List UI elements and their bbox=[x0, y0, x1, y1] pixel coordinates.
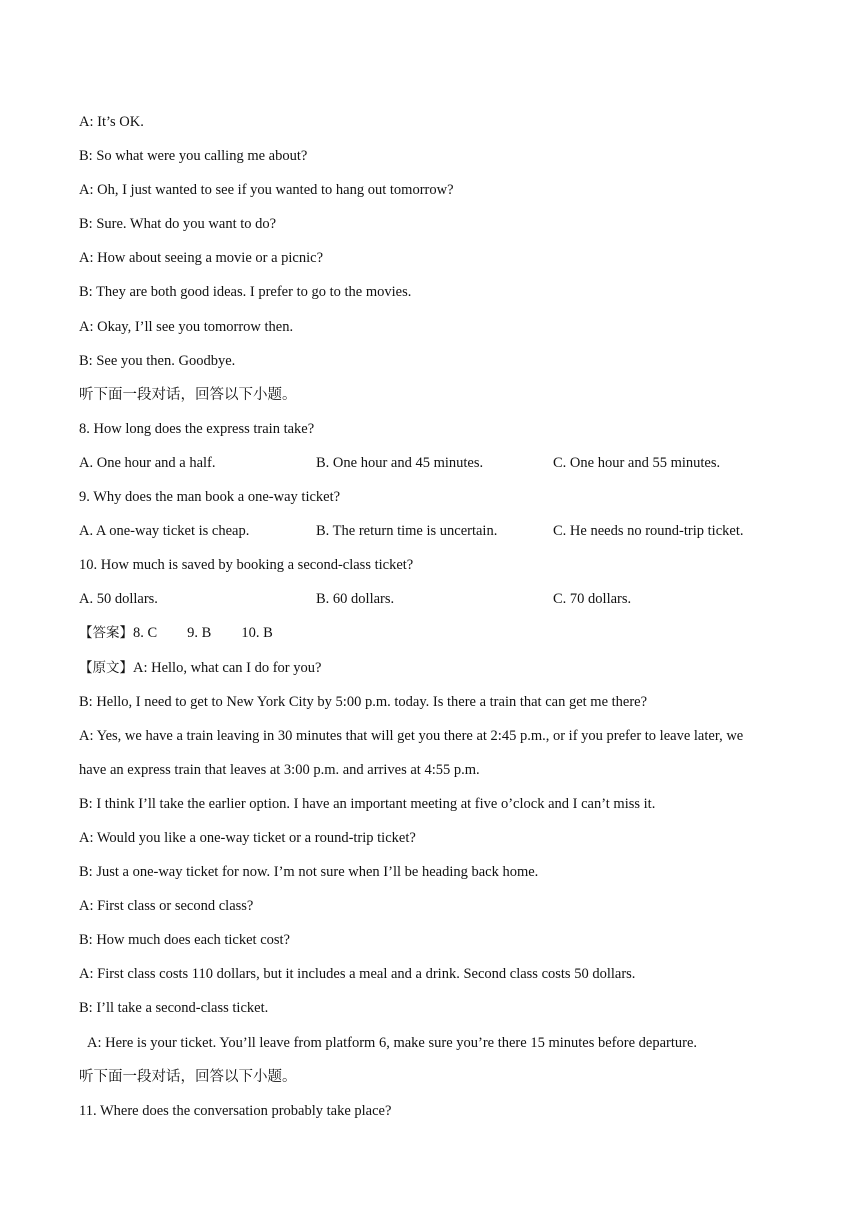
option-c: C. He needs no round-trip ticket. bbox=[553, 523, 744, 540]
question-options bbox=[79, 589, 799, 609]
dialogue-line: A: Oh, I just wanted to see if you wanted to hang out tomorrow? bbox=[79, 182, 454, 199]
question-stem: 11. Where does the conversation probably take place? bbox=[79, 1102, 392, 1119]
answer-item: 9. B bbox=[187, 625, 212, 642]
option-b: B. 60 dollars. bbox=[316, 591, 395, 608]
transcript-line: A: First class or second class? bbox=[79, 898, 254, 915]
answer-item: 8. C bbox=[133, 625, 158, 642]
option-a: A. One hour and a half. bbox=[79, 454, 216, 471]
transcript-line: A: Here is your ticket. You’ll leave from platform 6, make sure you’re there 15 minutes before departure. bbox=[87, 1034, 698, 1051]
transcript-line: A: First class costs 110 dollars, but it includes a meal and a drink. Second class costs 50 dollars. bbox=[79, 966, 636, 983]
option-b: B. The return time is uncertain. bbox=[316, 523, 498, 540]
answer-item: 10. B bbox=[241, 625, 273, 642]
transcript-line: B: Hello, I need to get to New York City by 5:00 p.m. today. Is there a train that can get me there? bbox=[79, 693, 648, 710]
section-instruction: 听下面一段对话，回答以下小题。 bbox=[79, 1068, 297, 1085]
option-c: C. One hour and 55 minutes. bbox=[553, 454, 721, 471]
question-stem: 8. How long does the express train take? bbox=[79, 420, 315, 437]
transcript-text: A: Hello, what can I do for you? bbox=[133, 659, 322, 676]
dialogue-line: A: How about seeing a movie or a picnic? bbox=[79, 250, 324, 267]
transcript-label: 【原文】 bbox=[79, 659, 133, 676]
option-b: B. One hour and 45 minutes. bbox=[316, 454, 484, 471]
dialogue-line: B: Sure. What do you want to do? bbox=[79, 216, 277, 233]
transcript-line: B: I’ll take a second-class ticket. bbox=[79, 1000, 269, 1017]
transcript-line: A: Would you like a one-way ticket or a round-trip ticket? bbox=[79, 829, 416, 846]
question-stem: 9. Why does the man book a one-way ticket? bbox=[79, 489, 341, 506]
transcript-line: B: I think I’ll take the earlier option. I have an important meeting at five o’clock and I can’t miss it. bbox=[79, 795, 656, 812]
dialogue-line: B: See you then. Goodbye. bbox=[79, 352, 236, 369]
page-content bbox=[79, 112, 799, 1135]
dialogue-line: A: Okay, I’ll see you tomorrow then. bbox=[79, 318, 294, 335]
transcript-line: B: Just a one-way ticket for now. I’m not sure when I’ll be heading back home. bbox=[79, 864, 539, 881]
dialogue-line: A: It’s OK. bbox=[79, 114, 144, 130]
answer-line bbox=[79, 623, 799, 643]
answer-label: 【答案】 bbox=[79, 625, 133, 642]
transcript-line: have an express train that leaves at 3:00 p.m. and arrives at 4:55 p.m. bbox=[79, 761, 480, 778]
option-a: A. 50 dollars. bbox=[79, 591, 158, 608]
section-instruction: 听下面一段对话，回答以下小题。 bbox=[79, 386, 297, 403]
dialogue-line: B: They are both good ideas. I prefer to go to the movies. bbox=[79, 284, 412, 301]
transcript-line: A: Yes, we have a train leaving in 30 minutes that will get you there at 2:45 p.m., or if you prefer to leave later, we bbox=[79, 727, 744, 744]
question-options bbox=[79, 453, 799, 473]
question-options bbox=[79, 521, 799, 541]
question-stem: 10. How much is saved by booking a second-class ticket? bbox=[79, 557, 414, 574]
option-c: C. 70 dollars. bbox=[553, 591, 632, 608]
dialogue-line: B: So what were you calling me about? bbox=[79, 148, 308, 165]
option-a: A. A one-way ticket is cheap. bbox=[79, 523, 250, 540]
transcript-line: B: How much does each ticket cost? bbox=[79, 932, 290, 949]
transcript-first-line bbox=[79, 658, 799, 678]
